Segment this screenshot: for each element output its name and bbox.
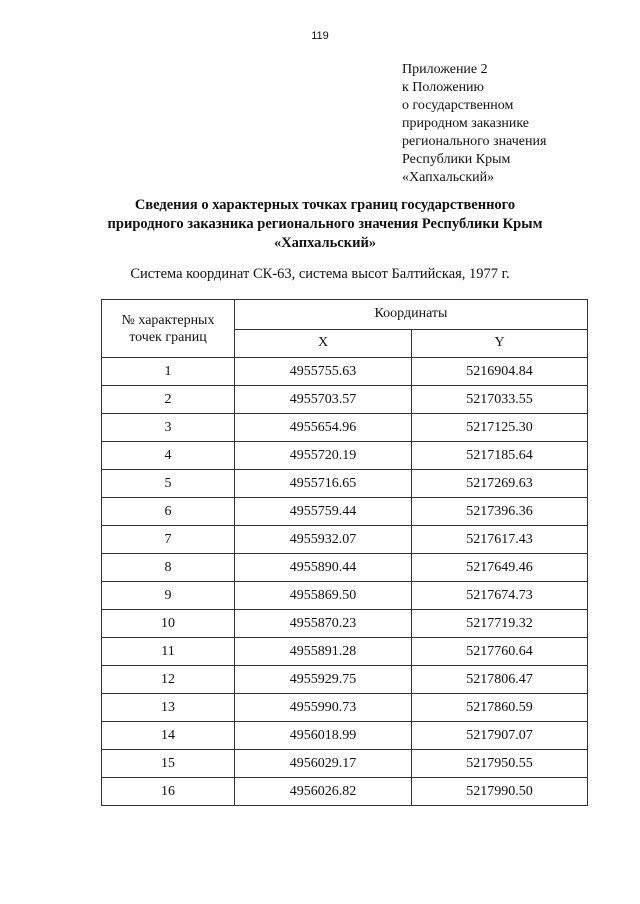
appendix-line: о государственном — [402, 98, 514, 113]
cell-y: 5217617.43 — [412, 526, 588, 554]
cell-point-number: 16 — [102, 778, 235, 806]
heading-line: Сведения о характерных точках границ государственного — [134, 197, 516, 213]
cell-point-number: 12 — [102, 666, 235, 694]
page-number: 119 — [311, 30, 329, 42]
cell-y: 5217860.59 — [412, 694, 588, 722]
appendix-line: «Хапхальский» — [402, 170, 495, 185]
cell-y: 5217990.50 — [412, 778, 588, 806]
cell-y: 5217033.55 — [412, 386, 588, 414]
cell-point-number: 13 — [102, 694, 235, 722]
header-coordinates: Координаты — [235, 300, 588, 330]
cell-y: 5217269.63 — [412, 470, 588, 498]
table-header-row — [102, 300, 588, 330]
cell-x: 4955932.07 — [235, 526, 412, 554]
table-row — [102, 610, 588, 638]
heading-line: природного заказника регионального значения Республики Крым — [107, 216, 543, 232]
appendix-line: Приложение 2 — [402, 62, 488, 77]
table-row — [102, 750, 588, 778]
table-row — [102, 722, 588, 750]
cell-x: 4955716.65 — [235, 470, 412, 498]
table-row — [102, 526, 588, 554]
table-row — [102, 778, 588, 806]
appendix-line: регионального значения — [402, 134, 547, 149]
cell-x: 4955890.44 — [235, 554, 412, 582]
cell-point-number: 1 — [102, 358, 235, 386]
cell-point-number: 15 — [102, 750, 235, 778]
cell-y: 5217806.47 — [412, 666, 588, 694]
document-heading — [60, 196, 590, 253]
heading-line: «Хапхальский» — [273, 235, 377, 251]
table-row — [102, 386, 588, 414]
cell-y: 5217950.55 — [412, 750, 588, 778]
table-row — [102, 414, 588, 442]
table-row — [102, 358, 588, 386]
cell-y: 5217185.64 — [412, 442, 588, 470]
cell-x: 4955891.28 — [235, 638, 412, 666]
table-row — [102, 582, 588, 610]
table-row — [102, 638, 588, 666]
cell-x: 4955759.44 — [235, 498, 412, 526]
cell-x: 4955720.19 — [235, 442, 412, 470]
cell-point-number: 2 — [102, 386, 235, 414]
cell-x: 4955703.57 — [235, 386, 412, 414]
table-row — [102, 470, 588, 498]
header-y: Y — [412, 329, 588, 358]
header-point-number-line: точек границ — [129, 329, 207, 345]
cell-y: 5217649.46 — [412, 554, 588, 582]
table-row — [102, 554, 588, 582]
coordinate-system-note: Система координат СК-63, система высот Балтийская, 1977 г. — [130, 266, 510, 282]
boundary-points-table — [101, 299, 588, 806]
cell-x: 4956018.99 — [235, 722, 412, 750]
cell-y: 5217674.73 — [412, 582, 588, 610]
header-point-number — [102, 300, 235, 358]
appendix-line: природном заказнике — [402, 116, 530, 131]
cell-x: 4955869.50 — [235, 582, 412, 610]
table-row — [102, 666, 588, 694]
table-row — [102, 694, 588, 722]
cell-y: 5217760.64 — [412, 638, 588, 666]
cell-x: 4956029.17 — [235, 750, 412, 778]
cell-point-number: 14 — [102, 722, 235, 750]
cell-point-number: 6 — [102, 498, 235, 526]
table-body — [102, 358, 588, 806]
header-point-number-line: № характерных — [121, 312, 215, 328]
cell-y: 5216904.84 — [412, 358, 588, 386]
cell-y: 5217396.36 — [412, 498, 588, 526]
cell-x: 4955654.96 — [235, 414, 412, 442]
cell-point-number: 5 — [102, 470, 235, 498]
cell-y: 5217719.32 — [412, 610, 588, 638]
cell-point-number: 4 — [102, 442, 235, 470]
cell-point-number: 9 — [102, 582, 235, 610]
cell-point-number: 3 — [102, 414, 235, 442]
table-row — [102, 442, 588, 470]
cell-x: 4955870.23 — [235, 610, 412, 638]
cell-y: 5217907.07 — [412, 722, 588, 750]
cell-x: 4955755.63 — [235, 358, 412, 386]
cell-x: 4955990.73 — [235, 694, 412, 722]
table-row — [102, 498, 588, 526]
appendix-line: к Положению — [402, 80, 485, 95]
cell-x: 4955929.75 — [235, 666, 412, 694]
header-x: X — [235, 329, 412, 358]
cell-point-number: 10 — [102, 610, 235, 638]
cell-x: 4956026.82 — [235, 778, 412, 806]
appendix-block — [402, 61, 546, 187]
cell-point-number: 8 — [102, 554, 235, 582]
cell-point-number: 7 — [102, 526, 235, 554]
cell-point-number: 11 — [102, 638, 235, 666]
cell-y: 5217125.30 — [412, 414, 588, 442]
appendix-line: Республики Крым — [402, 152, 511, 167]
